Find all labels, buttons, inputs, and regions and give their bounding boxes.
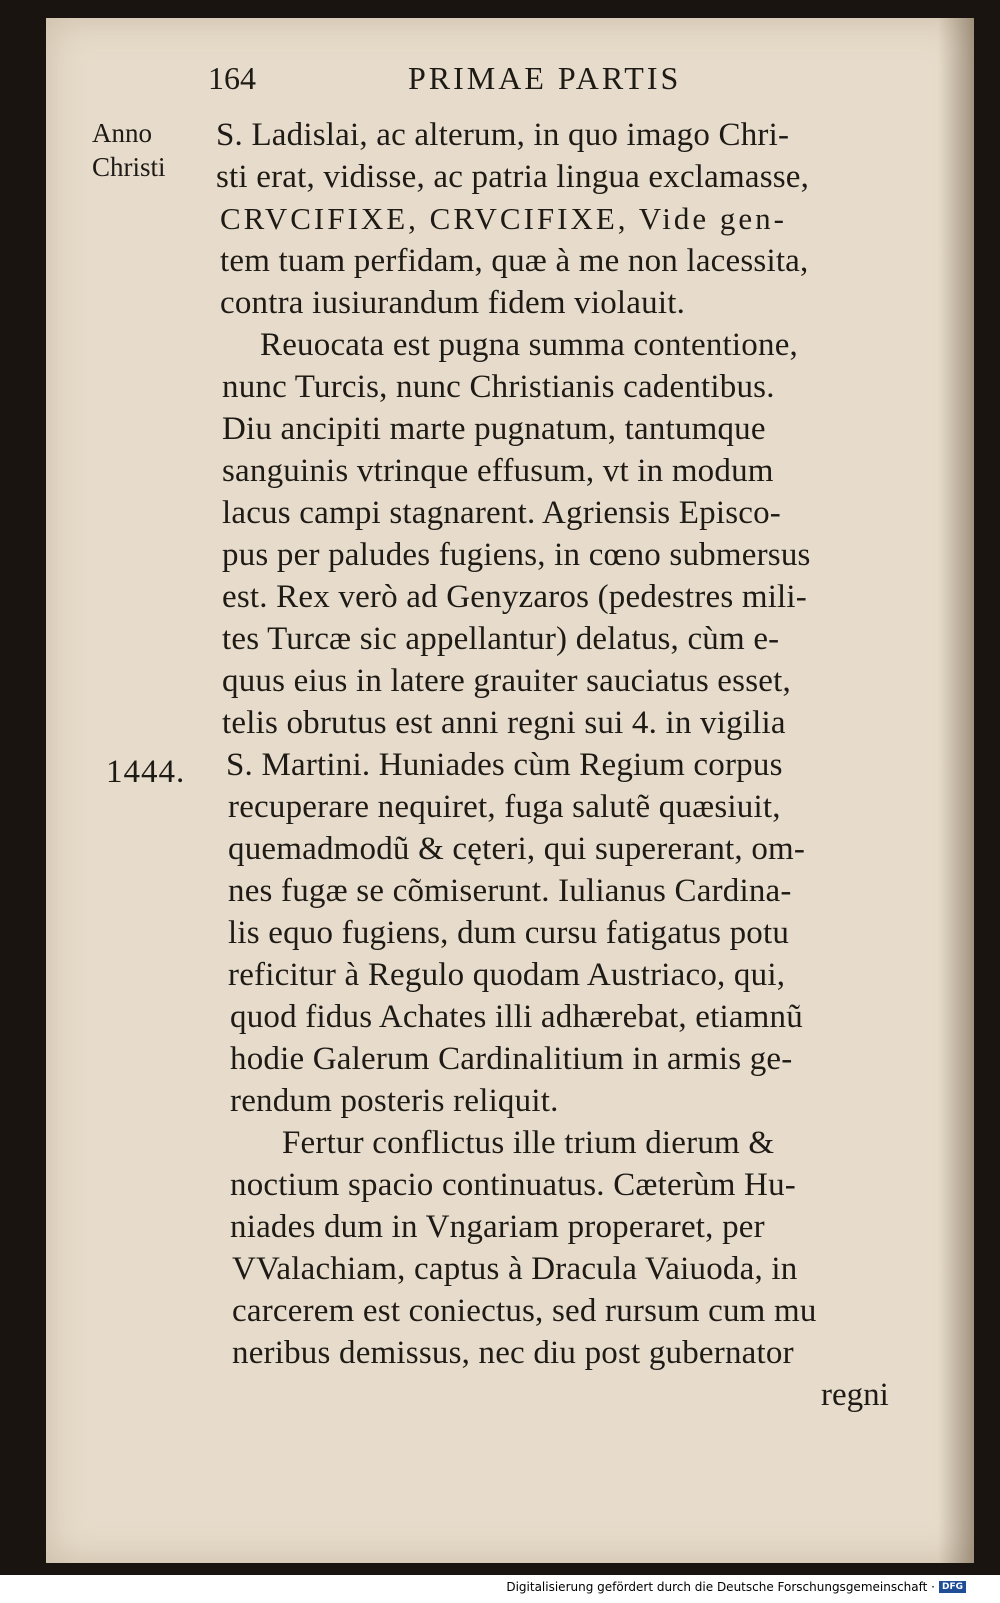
- text-line: quemadmodũ & cęteri, qui supererant, om-: [228, 831, 806, 867]
- text-line: S. Ladislai, ac alterum, in quo imago Chri-: [216, 117, 790, 153]
- text-line: niades dum in Vngariam properaret, per: [230, 1209, 765, 1245]
- text-line: S. Martini. Huniades cùm Regium corpus: [226, 747, 783, 783]
- text-line: lis equo fugiens, dum cursu fatigatus potu: [228, 915, 790, 951]
- catchword: regni: [821, 1377, 889, 1413]
- text-line: Diu ancipiti marte pugnatum, tantumque: [222, 411, 766, 447]
- text-line: reficitur à Regulo quodam Austriaco, qui,: [228, 957, 786, 993]
- text-line: carcerem est coniectus, sed rursum cum mu: [232, 1293, 817, 1329]
- text-line: noctium spacio continuatus. Cæterùm Hu-: [230, 1167, 796, 1203]
- text-line: contra iusiurandum fidem violauit.: [220, 285, 686, 321]
- text-line: telis obrutus est anni regni sui 4. in vigilia: [222, 705, 786, 741]
- margin-note-line: Christi: [92, 152, 166, 182]
- page-number: 164: [208, 60, 256, 96]
- running-head: PRIMAE PARTIS: [408, 60, 682, 96]
- dfg-logo: DFG: [939, 1581, 966, 1593]
- text-line: sti erat, vidisse, ac patria lingua exclamasse,: [216, 159, 810, 195]
- text-line: nes fugæ se cõmiserunt. Iulianus Cardina-: [228, 873, 792, 909]
- text-line: sanguinis vtrinque effusum, vt in modum: [222, 453, 774, 489]
- text-line: hodie Galerum Cardinalitium in armis ge-: [230, 1041, 793, 1077]
- text-line: rendum posteris reliquit.: [230, 1083, 559, 1119]
- text-line: tem tuam perfidam, quæ à me non lacessita,: [220, 243, 809, 279]
- book-page: [46, 18, 974, 1563]
- text-line: quod fidus Achates illi adhærebat, etiamnũ: [230, 999, 803, 1035]
- text-line: lacus campi stagnarent. Agriensis Episco-: [222, 495, 781, 531]
- text-line: nunc Turcis, nunc Christianis cadentibus.: [222, 369, 775, 405]
- digitization-credit: [506, 1580, 966, 1594]
- margin-note-line: Anno: [92, 118, 152, 148]
- margin-note-anno-christi: [92, 116, 166, 184]
- margin-note-year: 1444.: [106, 754, 186, 790]
- text-line: Fertur conflictus ille trium dierum &: [282, 1125, 775, 1161]
- text-line: neribus demissus, nec diu post gubernator: [232, 1335, 794, 1371]
- page-header: [46, 60, 974, 100]
- text-line: VValachiam, captus à Dracula Vaiuoda, in: [232, 1251, 798, 1287]
- text-line: recuperare nequiret, fuga salutẽ quæsiuit,: [228, 789, 781, 825]
- gutter-shadow: [938, 18, 974, 1563]
- text-line: tes Turcæ sic appellantur) delatus, cùm e-: [222, 621, 780, 657]
- credit-text: Digitalisierung gefördert durch die Deutsche Forschungsgemeinschaft ·: [506, 1580, 935, 1594]
- text-line: Reuocata est pugna summa contentione,: [260, 327, 798, 363]
- text-line: CRVCIFIXE, CRVCIFIXE, Vide gen-: [220, 201, 787, 236]
- body-text: [216, 114, 916, 1374]
- text-line: quus eius in latere grauiter sauciatus esset,: [222, 663, 791, 699]
- text-line: est. Rex verò ad Genyzaros (pedestres mili-: [222, 579, 807, 615]
- text-line: pus per paludes fugiens, in cœno submersus: [222, 537, 811, 573]
